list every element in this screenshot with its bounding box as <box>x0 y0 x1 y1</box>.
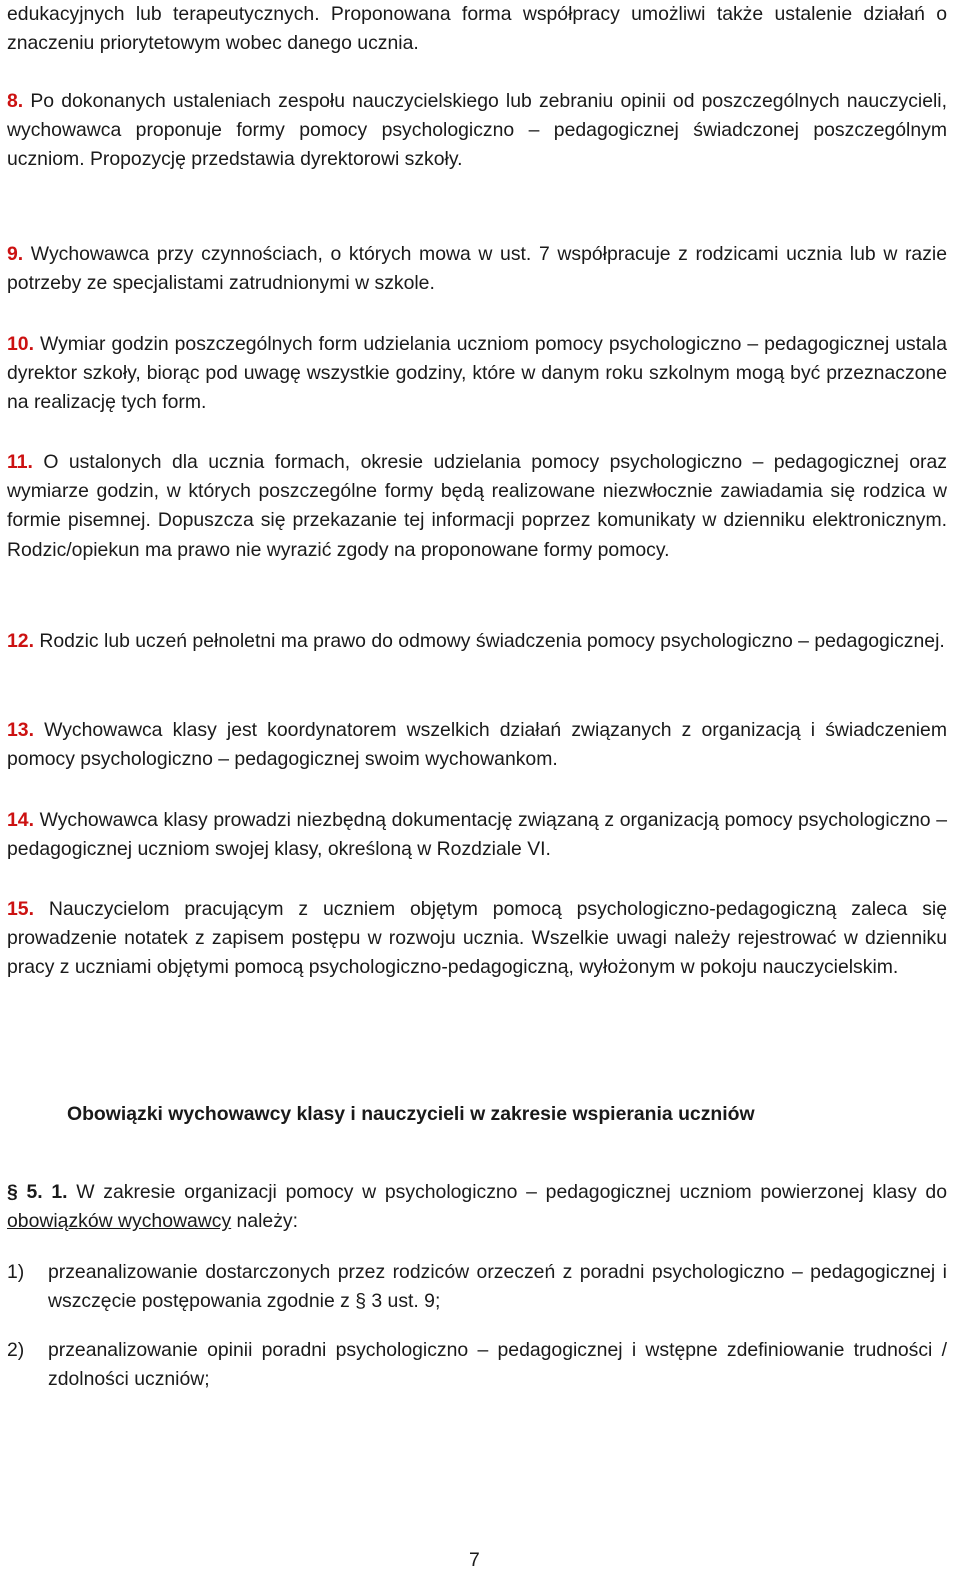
paragraph-number: 15. <box>7 898 34 920</box>
article-5-intro <box>7 1178 947 1236</box>
paragraph-number: 13. <box>7 719 34 741</box>
paragraph-text: Wymiar godzin poszczególnych form udzielania uczniom pomocy psychologiczno – pedagogicznej ustala dyrektor szkoły, biorąc pod uwagę wszystkie godziny, które w danym roku szkolnym mogą być przeznaczone na realizację tych form. <box>7 333 947 414</box>
list-item-text: przeanalizowanie opinii poradni psychologiczno – pedagogicznej i wstępne zdefiniowanie trudności / zdolności uczniów; <box>48 1339 947 1391</box>
paragraph-number: 10. <box>7 333 34 355</box>
paragraph-text: edukacyjnych lub terapeutycznych. Proponowana forma współpracy umożliwi także ustalenie działań o znaczeniu priorytetowym wobec danego ucznia. <box>7 3 947 55</box>
paragraph-14 <box>7 806 947 864</box>
list-item-text: przeanalizowanie dostarczonych przez rodziców orzeczeń z poradni psychologiczno – pedagogicznej i wszczęcie postępowania zgodnie z § 3 ust. 9; <box>48 1261 947 1313</box>
paragraph-number: 8. <box>7 90 24 112</box>
article-label: § 5. 1. <box>7 1181 68 1203</box>
list-item-number: 2) <box>7 1339 25 1361</box>
paragraph-text: Wychowawca przy czynnościach, o których mowa w ust. 7 współpracuje z rodzicami ucznia lub w razie potrzeby ze specjalistami zatrudnionymi w szkole. <box>7 243 947 295</box>
paragraph-10 <box>7 330 947 418</box>
paragraph-number: 9. <box>7 243 24 265</box>
paragraph-text-extra: Dopuszcza się przekazanie tej informacji poprzez komunikaty w dzienniku elektronicznym. Rodzic/opiekun ma prawo nie wyrazić zgody na proponowane formy pomocy. <box>7 509 947 561</box>
paragraph-11 <box>7 448 947 565</box>
paragraph-15 <box>7 895 947 983</box>
list-item <box>7 1336 947 1394</box>
page-number: 7 <box>469 1549 480 1571</box>
paragraph-text: Wychowawca klasy jest koordynatorem wszelkich działań związanych z organizacją i świadczeniem pomocy psychologiczno – pedagogicznej swoim wychowankom. <box>7 719 947 771</box>
paragraph-number: 11. <box>7 451 33 473</box>
paragraph-12 <box>7 627 947 656</box>
section-heading: Obowiązki wychowawcy klasy i nauczycieli w zakresie wspierania uczniów <box>67 1103 755 1125</box>
paragraph-9 <box>7 240 947 298</box>
paragraph-number: 12. <box>7 630 34 652</box>
list-item-number: 1) <box>7 1261 25 1283</box>
paragraph-continuation <box>7 0 947 58</box>
paragraph-text: O ustalonych dla ucznia formach, okresie udzielania pomocy psychologiczno – pedagogicznej oraz wymiarze godzin, w których poszczególne formy będą realizowane niezwłocznie zawiadamia się rodzica w formie pisemnej. <box>7 451 947 532</box>
paragraph-text: Wychowawca klasy prowadzi niezbędną dokumentację związaną z organizacją pomocy psychologiczno – pedagogicznej uczniom swojej klasy, określoną w Rozdziale VI. <box>7 809 947 861</box>
obligations-link[interactable]: obowiązków wychowawcy <box>7 1210 232 1233</box>
article-intro-text-end: należy: <box>231 1210 298 1233</box>
paragraph-13 <box>7 716 947 774</box>
paragraph-number: 14. <box>7 809 34 831</box>
paragraph-text: Rodzic lub uczeń pełnoletni ma prawo do odmowy świadczenia pomocy psychologiczno – pedagogicznej. <box>33 630 945 652</box>
list-item <box>7 1258 947 1316</box>
article-intro-text: W zakresie organizacji pomocy w psychologiczno – pedagogicznej uczniom powierzonej klasy do <box>67 1181 947 1203</box>
paragraph-8 <box>7 87 947 175</box>
paragraph-text: Nauczycielom pracującym z uczniem objętym pomocą psychologiczno-pedagogiczną zaleca się prowadzenie notatek z zapisem postępu w rozwoju ucznia. Wszelkie uwagi należy rejestrować w dzienniku pracy z uczniami objętymi pomocą psychologiczno-pedagogiczną, wyłożonym w pokoju nauczycielskim. <box>7 898 947 979</box>
paragraph-text: Po dokonanych ustaleniach zespołu nauczycielskiego lub zebraniu opinii od poszczególnych nauczycieli, wychowawca proponuje formy pomocy psychologiczno – pedagogicznej świadczonej poszczególnym uczniom. Propozycję przedstawia dyrektorowi szkoły. <box>7 90 947 171</box>
